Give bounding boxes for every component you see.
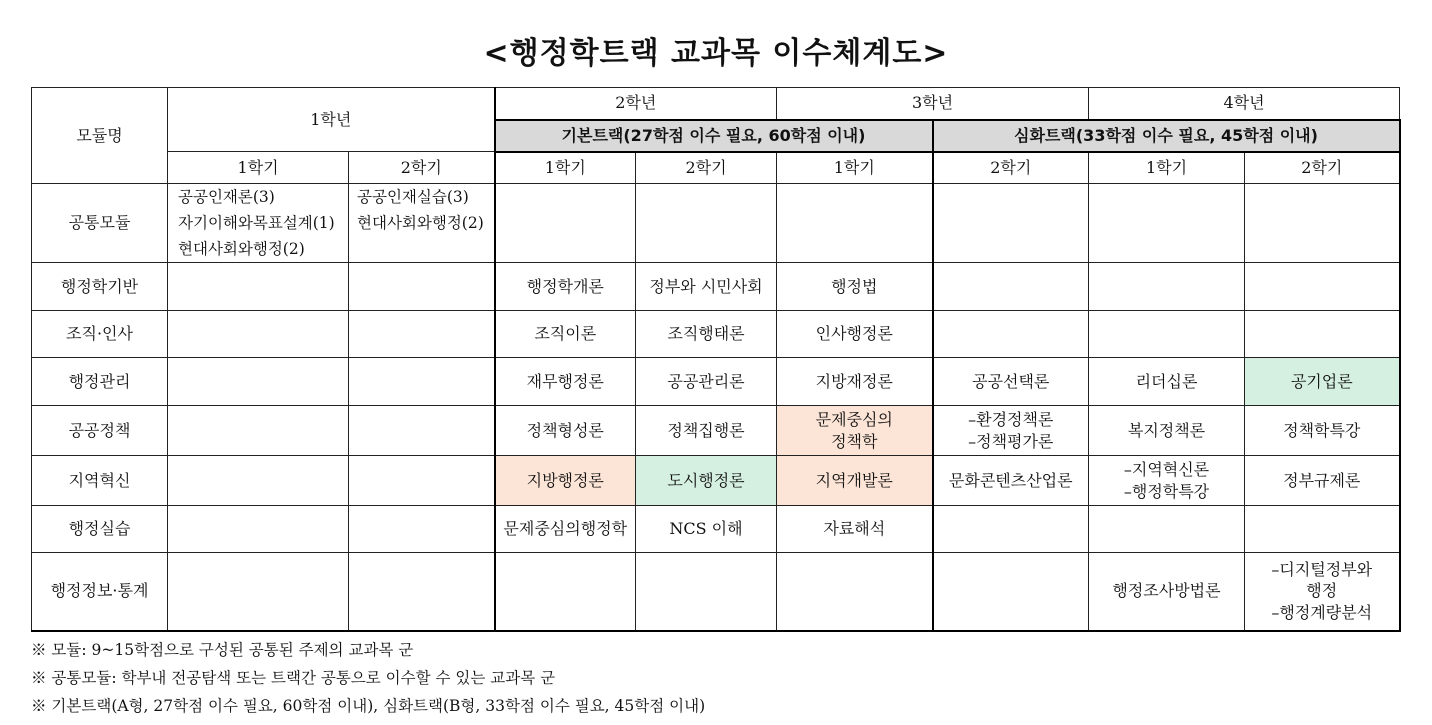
footnote: ※ 모듈: 9~15학점으로 구성된 공통된 주제의 교과목 군: [31, 641, 414, 659]
curriculum-table: [31, 87, 1401, 632]
basic-track-header: 기본트랙(27학점 이수 필요, 60학점 이내): [495, 120, 933, 152]
table-row: [32, 184, 1400, 263]
course-cell-highlighted: 도시행정론: [636, 456, 777, 506]
course-cell: [168, 553, 349, 631]
course-cell: 행정법: [777, 263, 933, 311]
course-cell: [1089, 184, 1245, 263]
module-header: 모듈명: [32, 88, 168, 184]
course-cell: [349, 406, 495, 456]
year-header-4: 4학년: [1089, 88, 1400, 120]
course-name: 공공인재론(3): [178, 188, 275, 206]
table-row: [32, 506, 1400, 553]
semester-y4s1: 1학기: [1089, 152, 1245, 184]
course-cell: [933, 406, 1089, 456]
course-cell: [933, 184, 1089, 263]
course-name: 자기이해와목표설계(1): [178, 214, 335, 232]
course-name: 현대사회와행정(2): [357, 214, 484, 232]
course-cell: [168, 263, 349, 311]
course-cell: [168, 506, 349, 553]
course-cell: 정부와 시민사회: [636, 263, 777, 311]
course-cell: 행정조사방법론: [1089, 553, 1245, 631]
semester-y3s2: 2학기: [933, 152, 1089, 184]
course-name: –행정학특강: [1123, 481, 1210, 501]
module-name: 행정학기반: [32, 263, 168, 311]
course-cell: 정책집행론: [636, 406, 777, 456]
course-cell: 재무행정론: [495, 358, 636, 406]
course-cell: [636, 184, 777, 263]
course-cell: [349, 358, 495, 406]
course-cell: [636, 553, 777, 631]
module-name: 행정관리: [32, 358, 168, 406]
course-name: –환경정책론: [968, 409, 1054, 429]
year-header-2: 2학년: [495, 88, 777, 120]
course-cell: [933, 553, 1089, 631]
footnote: ※ 기본트랙(A형, 27학점 이수 필요, 60학점 이내), 심화트랙(B형, 33학점 이수 필요, 45학점 이내): [31, 697, 706, 715]
course-name: –정책평가론: [968, 431, 1054, 451]
page-title: <행정학트랙 교과목 이수체계도>: [483, 36, 949, 71]
course-cell: [777, 553, 933, 631]
semester-y1s2: 2학기: [349, 152, 495, 184]
course-cell: 조직이론: [495, 311, 636, 358]
course-cell: 리더십론: [1089, 358, 1245, 406]
course-cell: [933, 311, 1089, 358]
course-cell: [933, 506, 1089, 553]
course-cell: [168, 358, 349, 406]
course-name: 문제중심의: [815, 409, 893, 429]
course-cell-highlighted: 지방행정론: [495, 456, 636, 506]
footnotes: [31, 636, 1399, 720]
semester-y4s2: 2학기: [1245, 152, 1400, 184]
course-cell: [1089, 311, 1245, 358]
course-cell: 정책학특강: [1245, 406, 1400, 456]
course-cell: 공공선택론: [933, 358, 1089, 406]
course-cell: [495, 184, 636, 263]
course-cell: 행정학개론: [495, 263, 636, 311]
table-row: [32, 456, 1400, 506]
course-cell: 복지정책론: [1089, 406, 1245, 456]
semester-y2s2: 2학기: [636, 152, 777, 184]
footnote: ※ 공통모듈: 학부내 전공탐색 또는 트랙간 공통으로 이수할 수 있는 교과목 군: [31, 669, 556, 687]
course-cell: [168, 184, 349, 263]
course-cell: [1245, 506, 1400, 553]
table-row: [32, 263, 1400, 311]
course-cell: [1245, 184, 1400, 263]
course-cell: [168, 406, 349, 456]
module-name: 조직·인사: [32, 311, 168, 358]
course-cell: NCS 이해: [636, 506, 777, 553]
module-name: 행정실습: [32, 506, 168, 553]
course-cell: [1089, 263, 1245, 311]
course-cell-highlighted: 공기업론: [1245, 358, 1400, 406]
course-cell: [349, 553, 495, 631]
course-name: –디지털정부와: [1271, 559, 1373, 579]
course-cell: [168, 456, 349, 506]
course-cell: [777, 184, 933, 263]
course-name: 공공인재실습(3): [357, 188, 469, 206]
course-cell: [1089, 506, 1245, 553]
course-name: 현대사회와행정(2): [178, 240, 305, 258]
module-name: 공통모듈: [32, 184, 168, 263]
course-cell: 인사행정론: [777, 311, 933, 358]
semester-y1s1: 1학기: [168, 152, 349, 184]
course-cell: 정부규제론: [1245, 456, 1400, 506]
course-name: –지역혁신론: [1123, 459, 1210, 479]
course-cell: [1245, 311, 1400, 358]
course-cell-highlighted: 지역개발론: [777, 456, 933, 506]
course-cell: [349, 506, 495, 553]
course-cell: 지방재정론: [777, 358, 933, 406]
table-row: [32, 406, 1400, 456]
course-name: –행정계량분석: [1271, 603, 1373, 623]
advanced-track-header: 심화트랙(33학점 이수 필요, 45학점 이내): [933, 120, 1400, 152]
course-cell: [349, 263, 495, 311]
course-cell: 자료해석: [777, 506, 933, 553]
semester-y2s1: 1학기: [495, 152, 636, 184]
table-row: [32, 553, 1400, 631]
year-header-3: 3학년: [777, 88, 1089, 120]
course-cell: 문제중심의행정학: [495, 506, 636, 553]
course-cell: [168, 311, 349, 358]
table-row: [32, 358, 1400, 406]
course-cell: [933, 263, 1089, 311]
course-cell: [349, 311, 495, 358]
course-cell: 공공관리론: [636, 358, 777, 406]
course-cell-highlighted: [777, 406, 933, 456]
semester-y3s1: 1학기: [777, 152, 933, 184]
course-name: 행정: [1306, 581, 1338, 601]
course-cell: [349, 184, 495, 263]
course-cell: [1089, 456, 1245, 506]
course-cell: 문화콘텐츠산업론: [933, 456, 1089, 506]
module-name: 지역혁신: [32, 456, 168, 506]
course-cell: [349, 456, 495, 506]
course-name: 정책학: [831, 431, 878, 451]
course-cell: 정책형성론: [495, 406, 636, 456]
course-cell: [1245, 263, 1400, 311]
course-cell: [495, 553, 636, 631]
table-row: [32, 311, 1400, 358]
course-cell: 조직행태론: [636, 311, 777, 358]
year-header-1: 1학년: [168, 88, 495, 152]
course-cell: [1245, 553, 1400, 631]
module-name: 공공정책: [32, 406, 168, 456]
module-name: 행정정보·통계: [32, 553, 168, 631]
